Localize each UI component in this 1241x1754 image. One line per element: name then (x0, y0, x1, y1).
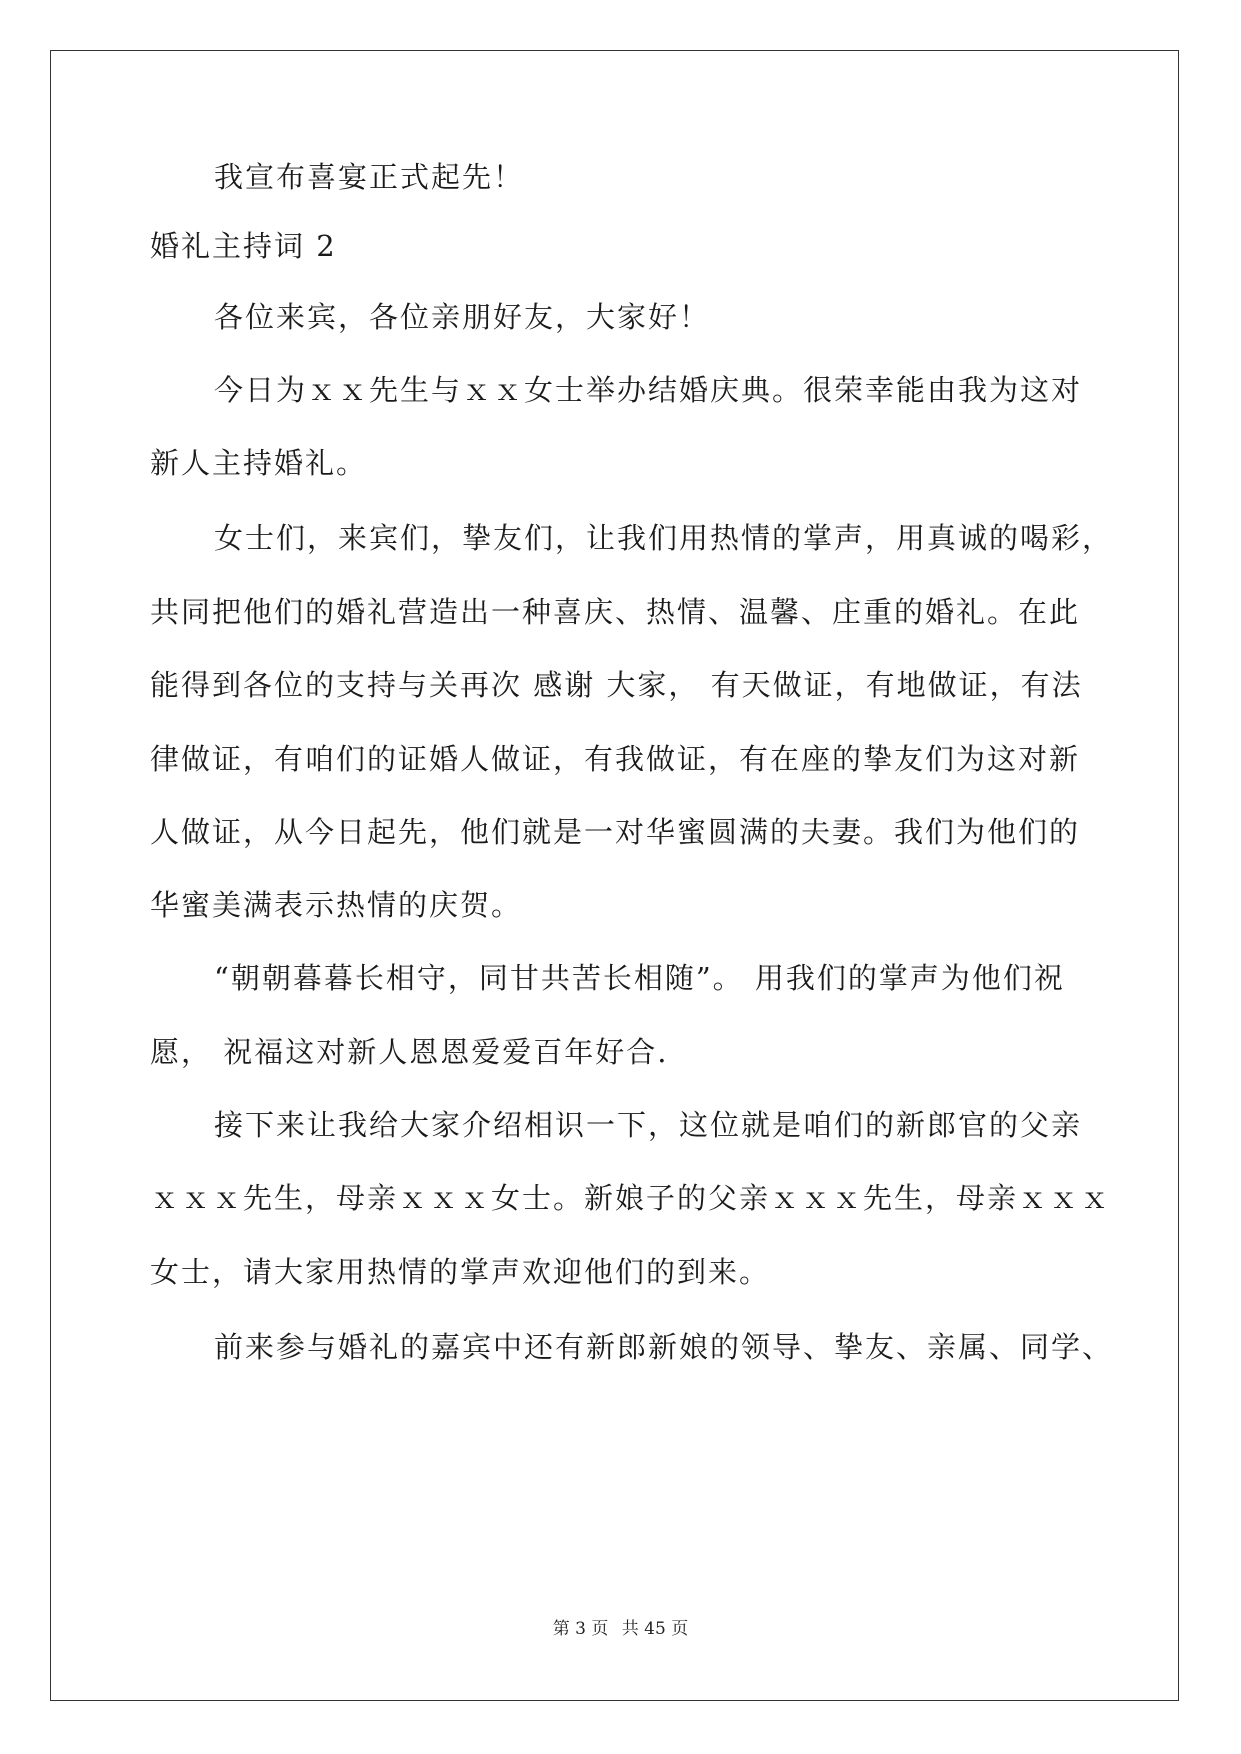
text-line: 律做证，有咱们的证婚人做证，有我做证，有在座的挚友们为这对新 (150, 742, 1081, 776)
page-footer (0, 1617, 1241, 1641)
section-heading: 婚礼主持词 2 (150, 229, 337, 263)
text-line: 各位来宾，各位亲朋好友，大家好！ (214, 300, 711, 334)
text-line: ｘｘｘ先生，母亲ｘｘｘ女士。新娘子的父亲ｘｘｘ先生，母亲ｘｘｘ (150, 1181, 1112, 1215)
page-total: 共 45 页 (621, 1619, 689, 1639)
text-line: 能得到各位的支持与关再次 感谢 大家， 有天做证，有地做证，有法 (150, 668, 1083, 702)
text-line: 人做证，从今日起先，他们就是一对华蜜圆满的夫妻。我们为他们的 (150, 815, 1081, 849)
text-line: 华蜜美满表示热情的庆贺。 (150, 888, 523, 922)
text-line: 愿， 祝福这对新人恩恩爱爱百年好合. (150, 1035, 669, 1069)
text-line: 共同把他们的婚礼营造出一种喜庆、热情、温馨、庄重的婚礼。在此 (150, 595, 1081, 629)
text-line: 新人主持婚礼。 (150, 446, 368, 480)
text-line: 我宣布喜宴正式起先！ (214, 160, 525, 194)
text-line: 今日为ｘｘ先生与ｘｘ女士举办结婚庆典。很荣幸能由我为这对 (214, 373, 1083, 407)
text-line: 接下来让我给大家介绍相识一下，这位就是咱们的新郎官的父亲 (214, 1108, 1083, 1142)
text-line: “朝朝暮暮长相守，同甘共苦长相随”。 用我们的掌声为他们祝 (214, 961, 1065, 995)
page-number: 第 3 页 (552, 1619, 609, 1639)
text-line: 前来参与婚礼的嘉宾中还有新郎新娘的领导、挚友、亲属、同学、 (214, 1330, 1114, 1364)
text-line: 女士，请大家用热情的掌声欢迎他们的到来。 (150, 1255, 771, 1289)
text-line: 女士们，来宾们，挚友们，让我们用热情的掌声，用真诚的喝彩， (214, 521, 1114, 555)
